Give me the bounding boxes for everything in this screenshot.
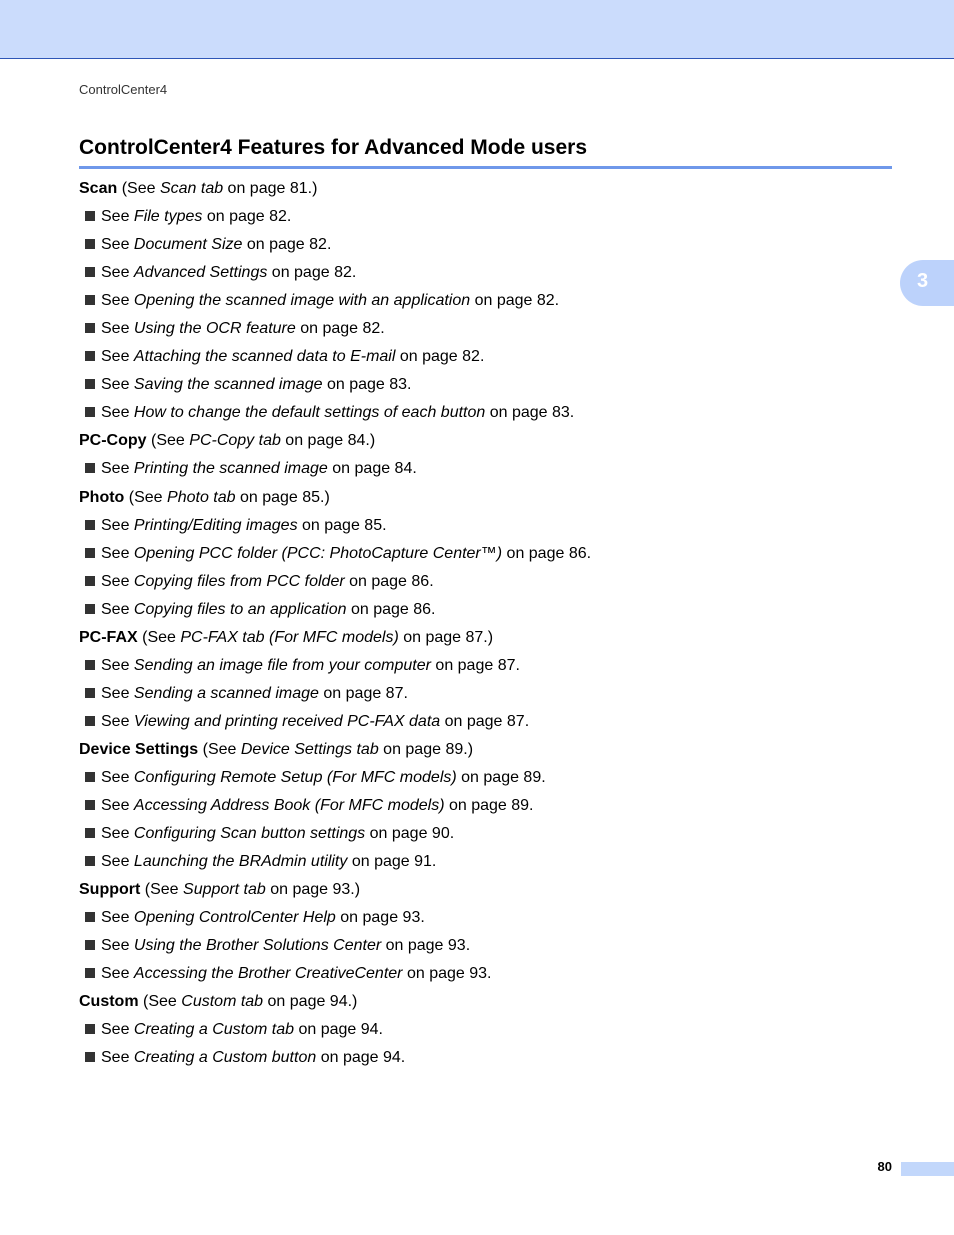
- section-ref-prefix: (See: [128, 488, 168, 506]
- section-ref-prefix: (See: [202, 740, 241, 758]
- item-suffix: on page 86.: [502, 544, 592, 562]
- square-bullet-icon: [85, 379, 95, 389]
- running-header: ControlCenter4: [79, 82, 168, 97]
- square-bullet-icon: [85, 968, 95, 978]
- item-suffix: on page 93.: [381, 937, 471, 955]
- list-item: [79, 373, 899, 401]
- item-suffix: on page 87.: [430, 656, 520, 674]
- list-item: [79, 233, 899, 261]
- item-link[interactable]: Sending a scanned image: [133, 684, 319, 702]
- square-bullet-icon: [85, 351, 95, 361]
- square-bullet-icon: [85, 295, 95, 305]
- square-bullet-icon: [85, 604, 95, 614]
- square-bullet-icon: [85, 660, 95, 670]
- section-ref-link[interactable]: PC-Copy tab: [189, 432, 281, 450]
- item-prefix: See: [101, 712, 134, 730]
- item-suffix: on page 89.: [444, 797, 534, 815]
- item-link[interactable]: Opening PCC folder (PCC: PhotoCapture Center™): [133, 544, 503, 562]
- item-suffix: on page 85.: [297, 516, 387, 534]
- item-link[interactable]: Accessing the Brother CreativeCenter: [133, 965, 403, 983]
- section-ref-suffix: on page 84.): [280, 432, 376, 450]
- section-name: Device Settings: [79, 740, 199, 758]
- item-link[interactable]: Attaching the scanned data to E-mail: [133, 348, 396, 366]
- section-ref-suffix: on page 87.): [398, 628, 494, 646]
- item-link[interactable]: Printing/Editing images: [133, 516, 298, 534]
- item-link[interactable]: File types: [133, 208, 203, 226]
- section-ref-suffix: on page 81.): [223, 180, 318, 197]
- section-ref-suffix: on page 93.): [265, 881, 361, 899]
- section-ref-link[interactable]: Photo tab: [167, 488, 236, 506]
- feature-list: [79, 177, 899, 1075]
- item-prefix: See: [101, 264, 134, 282]
- square-bullet-icon: [85, 940, 95, 950]
- list-item: [79, 457, 899, 485]
- section-name: Scan: [79, 180, 118, 197]
- list-item: [79, 289, 899, 317]
- item-link[interactable]: Viewing and printing received PC-FAX data: [133, 712, 441, 730]
- section-name: Photo: [79, 488, 125, 506]
- section-heading: [79, 177, 899, 205]
- section-ref-prefix: (See: [144, 881, 184, 899]
- section-ref-link[interactable]: Support tab: [183, 881, 266, 899]
- item-prefix: See: [101, 544, 134, 562]
- section-ref-suffix: on page 89.): [378, 740, 474, 758]
- list-item: [79, 598, 899, 626]
- item-link[interactable]: Copying files to an application: [133, 600, 347, 618]
- title-underline: [79, 166, 892, 169]
- list-item: [79, 261, 899, 289]
- section-ref-prefix: (See: [121, 180, 160, 197]
- item-link[interactable]: Creating a Custom button: [133, 1049, 317, 1067]
- section-name: Custom: [79, 993, 139, 1011]
- item-prefix: See: [101, 292, 134, 310]
- list-item: [79, 850, 899, 878]
- section-name: PC-Copy: [79, 432, 147, 450]
- item-prefix: See: [101, 684, 134, 702]
- item-prefix: See: [101, 376, 134, 394]
- item-prefix: See: [101, 460, 134, 478]
- square-bullet-icon: [85, 576, 95, 586]
- square-bullet-icon: [85, 211, 95, 221]
- item-prefix: See: [101, 236, 134, 254]
- list-item: [79, 962, 899, 990]
- item-link[interactable]: How to change the default settings of each button: [133, 404, 486, 422]
- section-ref-link[interactable]: Custom tab: [181, 993, 264, 1011]
- item-link[interactable]: Using the Brother Solutions Center: [133, 937, 382, 955]
- list-item: [79, 682, 899, 710]
- list-item: [79, 794, 899, 822]
- list-item: [79, 934, 899, 962]
- square-bullet-icon: [85, 716, 95, 726]
- square-bullet-icon: [85, 828, 95, 838]
- square-bullet-icon: [85, 407, 95, 417]
- item-link[interactable]: Advanced Settings: [133, 264, 268, 282]
- list-item: [79, 654, 899, 682]
- section-ref-suffix: on page 94.): [263, 993, 358, 1011]
- section-name: PC-FAX: [79, 628, 138, 646]
- item-prefix: See: [101, 656, 134, 674]
- list-item: [79, 514, 899, 542]
- page-number: 80: [877, 1159, 892, 1174]
- list-item: [79, 542, 899, 570]
- list-item: [79, 401, 899, 429]
- list-item: [79, 822, 899, 850]
- list-item: [79, 345, 899, 373]
- item-prefix: See: [101, 516, 134, 534]
- list-item: [79, 1046, 899, 1074]
- page-number-tab: [901, 1162, 954, 1176]
- item-prefix: See: [101, 937, 134, 955]
- item-suffix: on page 82.: [242, 236, 332, 254]
- item-suffix: on page 94.: [294, 1021, 383, 1039]
- item-suffix: on page 82.: [267, 264, 357, 282]
- square-bullet-icon: [85, 267, 95, 277]
- list-item: [79, 906, 899, 934]
- section-ref-link[interactable]: Device Settings tab: [240, 740, 379, 758]
- header-band: [0, 0, 954, 59]
- page-title: ControlCenter4 Features for Advanced Mode users: [79, 136, 587, 159]
- item-suffix: on page 90.: [365, 825, 455, 843]
- square-bullet-icon: [85, 463, 95, 473]
- square-bullet-icon: [85, 1024, 95, 1034]
- section-heading: [79, 738, 899, 766]
- item-link[interactable]: Launching the BRAdmin utility: [133, 853, 348, 871]
- item-suffix: on page 89.: [456, 768, 546, 786]
- square-bullet-icon: [85, 772, 95, 782]
- item-suffix: on page 82.: [470, 292, 560, 310]
- item-link[interactable]: Printing the scanned image: [133, 460, 328, 478]
- item-link[interactable]: Copying files from PCC folder: [133, 572, 345, 590]
- chapter-tab[interactable]: [900, 260, 954, 306]
- section-heading: [79, 429, 899, 457]
- item-suffix: on page 87.: [318, 684, 408, 702]
- item-prefix: See: [101, 797, 134, 815]
- list-item: [79, 1018, 899, 1046]
- section-ref-link[interactable]: PC-FAX tab (For MFC models): [180, 628, 399, 646]
- item-suffix: on page 83.: [485, 404, 575, 422]
- item-suffix: on page 82.: [295, 320, 385, 338]
- item-link[interactable]: Document Size: [133, 236, 243, 254]
- item-link[interactable]: Using the OCR feature: [133, 320, 296, 338]
- item-suffix: on page 83.: [322, 376, 412, 394]
- item-prefix: See: [101, 404, 134, 422]
- item-prefix: See: [101, 965, 134, 983]
- item-link[interactable]: Saving the scanned image: [133, 376, 323, 394]
- item-prefix: See: [101, 853, 134, 871]
- item-suffix: on page 93.: [402, 965, 492, 983]
- square-bullet-icon: [85, 856, 95, 866]
- item-link[interactable]: Sending an image file from your computer: [133, 656, 431, 674]
- item-suffix: on page 91.: [347, 853, 437, 871]
- section-heading: [79, 878, 899, 906]
- item-prefix: See: [101, 348, 134, 366]
- chapter-number: 3: [917, 270, 929, 292]
- item-prefix: See: [101, 600, 134, 618]
- item-suffix: on page 82.: [395, 348, 485, 366]
- list-item: [79, 766, 899, 794]
- square-bullet-icon: [85, 800, 95, 810]
- section-ref-prefix: (See: [151, 432, 190, 450]
- item-suffix: on page 94.: [316, 1049, 406, 1067]
- item-prefix: See: [101, 208, 134, 226]
- square-bullet-icon: [85, 323, 95, 333]
- item-link[interactable]: Opening the scanned image with an application: [133, 292, 471, 310]
- item-prefix: See: [101, 1021, 134, 1039]
- item-suffix: on page 86.: [344, 572, 434, 590]
- square-bullet-icon: [85, 548, 95, 558]
- item-suffix: on page 86.: [346, 600, 436, 618]
- section-heading: [79, 990, 899, 1018]
- square-bullet-icon: [85, 688, 95, 698]
- item-suffix: on page 82.: [202, 208, 292, 226]
- list-item: [79, 570, 899, 598]
- item-prefix: See: [101, 1049, 134, 1067]
- section-heading: [79, 626, 899, 654]
- item-suffix: on page 87.: [440, 712, 530, 730]
- square-bullet-icon: [85, 912, 95, 922]
- section-ref-prefix: (See: [143, 993, 182, 1011]
- item-link[interactable]: Configuring Remote Setup (For MFC models): [133, 768, 457, 786]
- section-ref-prefix: (See: [142, 628, 181, 646]
- section-name: Support: [79, 881, 141, 899]
- item-suffix: on page 93.: [335, 909, 425, 927]
- item-prefix: See: [101, 768, 134, 786]
- item-link[interactable]: Accessing Address Book (For MFC models): [133, 797, 445, 815]
- square-bullet-icon: [85, 1052, 95, 1062]
- item-suffix: on page 84.: [327, 460, 417, 478]
- section-ref-suffix: on page 85.): [235, 488, 330, 506]
- section-heading: [79, 486, 899, 514]
- list-item: [79, 317, 899, 345]
- item-link[interactable]: Opening ControlCenter Help: [133, 909, 336, 927]
- list-item: [79, 205, 899, 233]
- item-prefix: See: [101, 825, 134, 843]
- item-prefix: See: [101, 909, 134, 927]
- item-prefix: See: [101, 320, 134, 338]
- list-item: [79, 710, 899, 738]
- item-link[interactable]: Creating a Custom tab: [133, 1021, 294, 1039]
- square-bullet-icon: [85, 520, 95, 530]
- item-prefix: See: [101, 572, 134, 590]
- item-link[interactable]: Configuring Scan button settings: [133, 825, 366, 843]
- section-ref-link[interactable]: Scan tab: [159, 180, 224, 197]
- square-bullet-icon: [85, 239, 95, 249]
